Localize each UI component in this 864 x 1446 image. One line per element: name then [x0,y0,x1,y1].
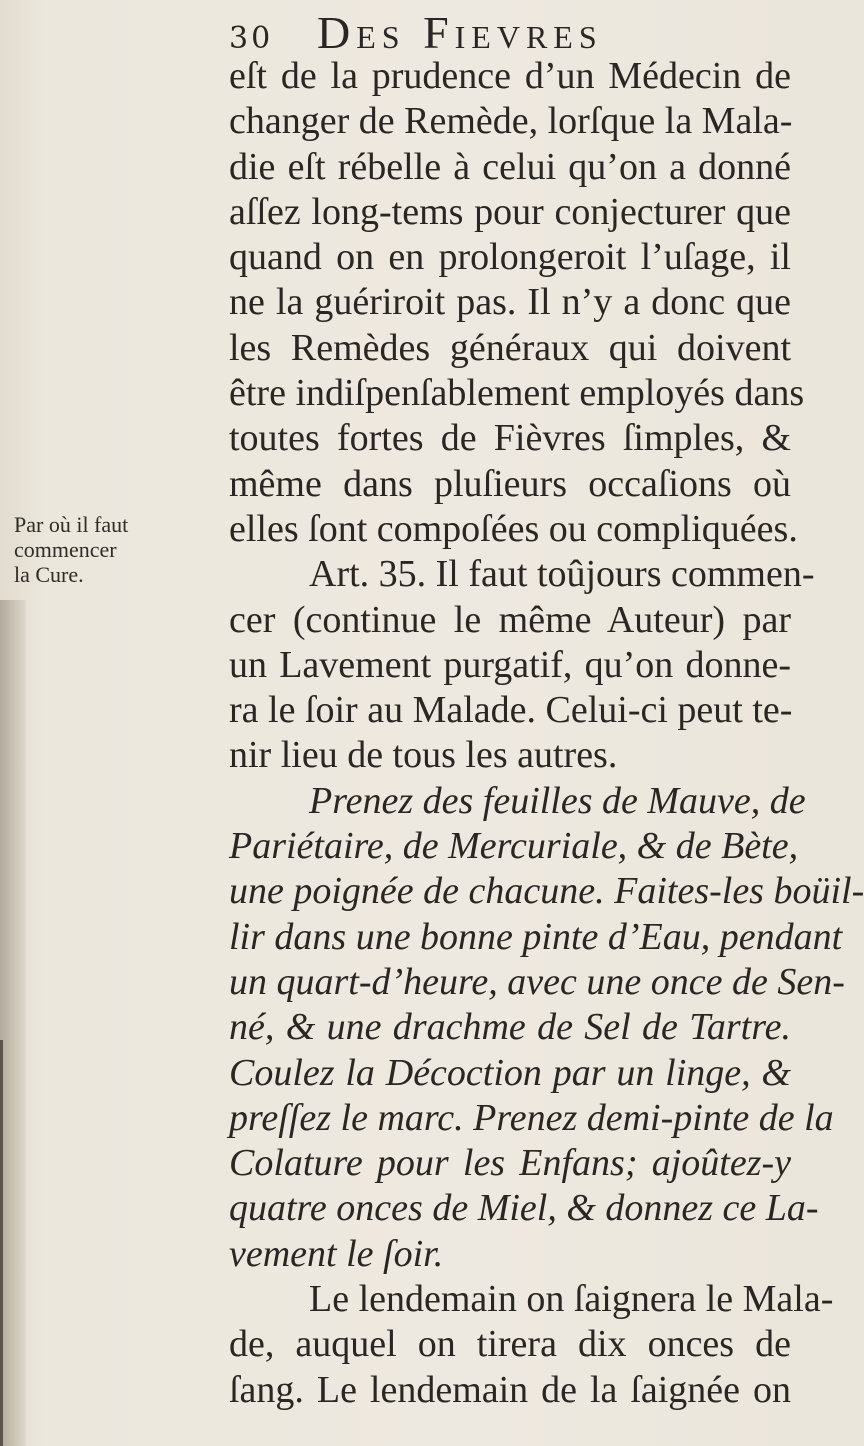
page-number: 30 [229,21,274,56]
text-line: un Lavement purgatif, qu’on donne- [229,643,791,686]
recipe-line: lir dans une bonne pinte d’Eau, pendant [229,915,843,958]
text-line: être indiſpenſablement employés dans [229,372,805,415]
text-line: die eſt rébelle à celui qu’on a donné [229,145,791,188]
body-text [229,54,864,1413]
recipe-line: Coulez la Décoction par un linge, & [229,1051,791,1094]
page-header [229,8,789,58]
recipe-line: un quart-d’heure, avec une once de Sen- [229,960,845,1003]
text-line: ſang. Le lendemain de la ſaignée on [229,1368,791,1411]
article-heading-line: Art. 35. Il faut toûjours commen- [309,553,815,596]
text-line: Le lendemain on ſaignera le Mala- [309,1278,834,1321]
recipe-line: Prenez des feuilles de Mauve, de [309,779,806,822]
gutter-shadow [0,600,26,1446]
text-line: nir lieu de tous les autres. [229,734,618,777]
recipe-line: preſſez le marc. Prenez demi-pinte de la [229,1096,834,1139]
text-line: quand on en prolongeroit l’uſage, il [229,236,791,279]
margin-note-line: la Cure. [14,562,84,587]
recipe-line: né, & une drachme de Sel de Tartre. [229,1006,791,1049]
text-line: elles ſont compoſées ou compliquées. [229,507,798,550]
recipe-line: Colature pour les Enfans; ajoûtez-y [229,1142,791,1185]
recipe-line: quatre onces de Miel, & donnez ce La- [229,1187,819,1230]
margin-note-line: Par où il faut [14,512,129,537]
text-line: même dans pluſieurs occaſions où [229,462,791,505]
text-line: ne la guériroit pas. Il n’y a donc que [229,281,791,324]
recipe-line: une poignée de chacune. Faites-les boüil- [229,870,864,913]
text-line: changer de Remède, lorſque la Mala- [229,100,793,143]
recipe-line: vement le ſoir. [229,1232,444,1275]
margin-note-line: commencer [14,537,117,562]
text-line: cer (continue le même Auteur) par [229,598,791,641]
running-title: Des Fievres [317,7,603,58]
page-edge [0,1040,3,1446]
text-line: eſt de la prudence d’un Médecin de [229,55,791,97]
margin-note [14,512,129,587]
text-line: les Remèdes généraux qui doivent [229,326,791,369]
recipe-line: Pariétaire, de Mercuriale, & de Bète, [229,825,799,868]
text-line: de, auquel on tirera dix onces de [229,1323,791,1366]
text-line: aſſez long-tems pour conjecturer que [229,190,791,233]
text-line: ra le ſoir au Malade. Celui-ci peut te- [229,689,793,732]
text-line: toutes fortes de Fièvres ſimples, & [229,417,791,460]
